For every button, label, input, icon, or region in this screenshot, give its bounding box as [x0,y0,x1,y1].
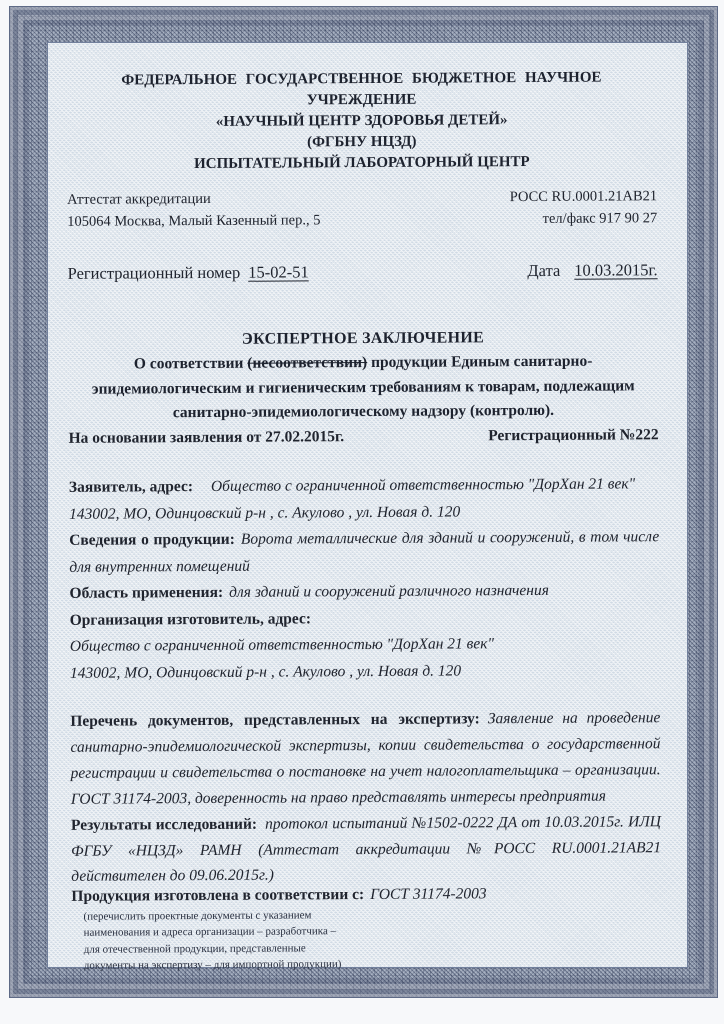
date-line [527,260,657,281]
title-subtitle-line3: санитарно-эпидемиологическому надзору (контролю). [172,401,555,422]
basis-row [69,426,659,448]
results-label: Результаты исследований: [70,815,258,834]
subtitle-text: О соответствии [133,354,248,373]
title-subtitle-line1 [68,349,658,377]
org-lab-center: ИСПЫТАТЕЛЬНЫЙ ЛАБОРАТОРНЫЙ ЦЕНТР [194,154,530,173]
product-value: Ворота металлические для зданий и сооружений, в том числе для внутренних помещений [69,528,660,576]
product-label: Сведения о продукции: [69,530,235,549]
compliance-line [71,884,661,906]
applicant-value: Общество с ограниченной ответственностью "ДорХан 21 век" [210,475,636,495]
main-fields [69,471,660,687]
manufacturer-value: Общество с ограниченной ответственностью "ДорХан 21 век" [69,635,495,655]
manufacturer-address: 143002, МО, Одинцовский р-н , с. Акулово , ул. Новая д. 120 [69,661,462,682]
subtitle-text: продукции Единым санитарно- [367,352,593,371]
document-paper [47,42,688,972]
accreditation-phone: тел/факс 917 90 27 [542,210,658,227]
scope-value: для зданий и сооружений различного назначения [229,581,549,601]
accreditation-block [67,185,657,233]
accreditation-label: Аттестат аккредитации [67,190,211,208]
results-value: протокол испытаний №1502-0222 ДА от 10.03.2015г. ИЛЦ ФГБУ «НЦЗД» РАМН (Аттестат аккредитации №РОСС RU.0001.21АВ21 действителен до 09.06.2015г.) [71,813,662,885]
manufacturer-label: Организация изготовитель, адрес: [69,609,312,629]
accreditation-street: 105064 Москва, Малый Казенный пер., 5 [67,212,321,230]
document-title-block [68,325,659,426]
registration-number-line [68,262,309,283]
org-name-line2: «НАУЧНЫЙ ЦЕНТР ЗДОРОВЬЯ ДЕТЕЙ» [215,112,508,130]
registration-id: Регистрационный №222 [488,426,659,445]
compliance-value: ГОСТ 31174-2003 [370,885,487,903]
org-abbreviation: (ФГБНУ НЦЗД) [307,133,417,151]
title-subtitle-line2: эпидемиологическим и гигиеническим требованиям к товарам, подлежащим [91,376,635,398]
date-label: Дата [527,260,561,281]
organization-header [66,67,657,176]
accreditation-address [67,187,320,233]
footnote-line: наименования и адреса организации – разработчика – [83,925,337,940]
basis-statement: На основании заявления от 27.02.2015г. [68,428,345,447]
documents-paragraph [70,705,661,813]
applicant-label: Заявитель, адрес: [68,478,194,496]
document-content [45,41,690,972]
struck-word: (несоответствии) [247,353,368,372]
compliance-label: Продукция изготовлена в соответствии с: [71,886,365,905]
registration-row [68,260,658,284]
scope-line [69,577,659,607]
documents-label: Перечень документов, представленных на экспертизу: [70,710,480,730]
footnote-line: для отечественной продукции, представленные [83,941,306,956]
date-value: 10.03.2015г. [574,260,658,280]
accreditation-number: РОСС RU.0001.21АВ21 [509,188,658,206]
product-info [69,524,659,581]
applicant-address: 143002, МО, Одинцовский р-н , с. Акулово , ул. Новая д. 120 [68,502,461,523]
manufacturer-label-line [70,604,660,634]
registration-number-label: Регистрационный номер [67,262,241,283]
registration-number-value: 15-02-51 [248,262,309,282]
footnote [83,907,428,974]
documents-value: Заявление на проведение санитарно-эпидемиологической экспертизы, копии свидетельства о государственной регистрации и свидетельства о постановке на учет налогоплательщика – организации. ГОСТ 31174-2003, доверенность на право представлять интересы предприятия [70,709,661,808]
scope-label: Область применения: [69,583,224,602]
document-title: ЭКСПЕРТНОЕ ЗАКЛЮЧЕНИЕ [241,329,485,348]
footnote-line: документы на экспертизу – для импортной продукции) [83,958,342,972]
applicant-line [69,471,659,501]
org-name-line1: ФЕДЕРАЛЬНОЕ ГОСУДАРСТВЕННОЕ БЮДЖЕТНОЕ НАУЧНОЕ УЧРЕЖДЕНИЕ [121,69,602,109]
results-paragraph [71,809,661,889]
footnote-line: (перечислить проектные документы с указанием [83,909,312,923]
accreditation-contacts [510,185,658,230]
